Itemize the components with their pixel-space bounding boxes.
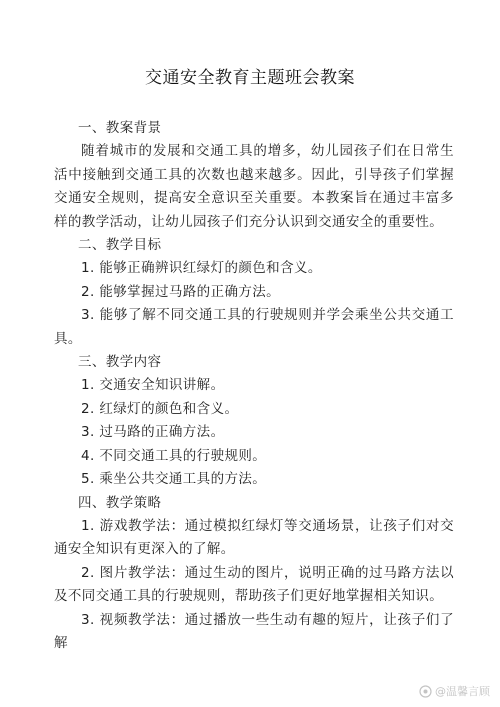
content-item: 4. 不同交通工具的行驶规则。 [81,447,267,464]
objective-item: 3. 能够了解不同交通工具的行驶规则并学会乘坐公共交通工具。 [54,307,454,347]
watermark-logo-icon [419,685,432,698]
objective-item: 2. 能够掌握过马路的正确方法。 [81,283,281,300]
content-item: 2. 红绿灯的颜色和含义。 [81,400,239,417]
section-heading-background: 一、教案背景 [78,120,162,136]
section-heading-objectives: 二、教学目标 [78,237,162,254]
watermark [419,683,490,699]
strategy-item: 2. 图片教学法：通过生动的图片，说明正确的过马路方法以及不同交通工具的行驶规则，帮助孩子们更好地掌握相关知识。 [54,564,454,605]
strategy-item: 3. 视频教学法：通过播放一些生动有趣的短片，让孩子们了解 [54,611,454,651]
document-title: 交通安全教育主题班会教案 [145,68,355,88]
objective-item: 1. 能够正确辨识红绿灯的颜色和含义。 [81,260,322,277]
watermark-text: @温馨言顾 [435,685,490,698]
content-item: 1. 交通安全知识讲解。 [81,377,225,394]
content-item: 5. 乘坐公共交通工具的方法。 [81,471,267,488]
content-item: 3. 过马路的正确方法。 [81,424,225,441]
document-body [54,117,454,655]
strategy-item: 1. 游戏教学法：通过模拟红绿灯等交通场景，让孩子们对交通安全知识有更深入的了解。 [54,517,454,558]
section-heading-content: 三、教学内容 [78,354,162,371]
background-paragraph: 随着城市的发展和交通工具的增多，幼儿园孩子们在日常生活中接触到交通工具的次数也越来越多。因此，引导孩子们掌握交通安全规则，提高安全意识至关重要。本教案旨在通过丰富多样的教学活动，让幼儿园孩子们充分认识到交通安全的重要性。 [54,143,454,230]
section-heading-strategies: 四、教学策略 [78,494,162,511]
